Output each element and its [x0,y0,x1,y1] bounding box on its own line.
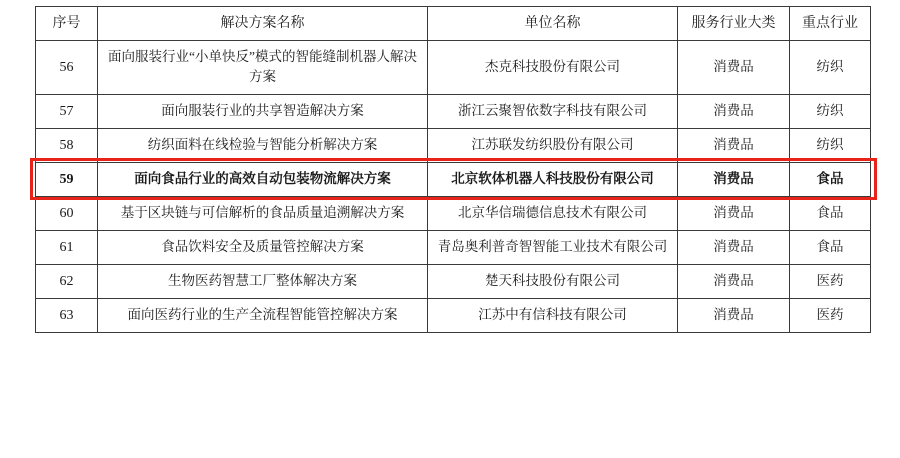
cell-key-industry: 食品 [790,196,871,230]
solutions-table [35,6,871,333]
cell-key-industry: 食品 [790,230,871,264]
cell-key-industry: 医药 [790,298,871,332]
cell-service-industry: 消费品 [678,94,790,128]
cell-seq: 57 [36,94,98,128]
table-row [36,162,871,196]
cell-unit-name: 杰克科技股份有限公司 [428,41,678,95]
cell-unit-name: 北京华信瑞德信息技术有限公司 [428,196,678,230]
cell-solution-name: 面向服装行业“小单快反”模式的智能缝制机器人解决方案 [98,41,428,95]
cell-seq: 62 [36,264,98,298]
column-header-unit-name: 单位名称 [428,7,678,41]
table-body [36,41,871,333]
table-row [36,94,871,128]
column-header-service-industry: 服务行业大类 [678,7,790,41]
cell-key-industry: 医药 [790,264,871,298]
cell-service-industry: 消费品 [678,162,790,196]
cell-solution-name: 基于区块链与可信解析的食品质量追溯解决方案 [98,196,428,230]
cell-solution-name: 面向服装行业的共享智造解决方案 [98,94,428,128]
column-header-solution-name: 解决方案名称 [98,7,428,41]
table-row [36,230,871,264]
column-header-key-industry: 重点行业 [790,7,871,41]
cell-seq: 61 [36,230,98,264]
cell-unit-name: 江苏联发纺织股份有限公司 [428,128,678,162]
cell-unit-name: 楚天科技股份有限公司 [428,264,678,298]
cell-service-industry: 消费品 [678,230,790,264]
cell-unit-name: 北京软体机器人科技股份有限公司 [428,162,678,196]
table-row [36,41,871,95]
cell-seq: 56 [36,41,98,95]
cell-key-industry: 食品 [790,162,871,196]
cell-key-industry: 纺织 [790,41,871,95]
cell-solution-name: 面向医药行业的生产全流程智能管控解决方案 [98,298,428,332]
cell-service-industry: 消费品 [678,128,790,162]
cell-seq: 59 [36,162,98,196]
cell-solution-name: 生物医药智慧工厂整体解决方案 [98,264,428,298]
cell-unit-name: 浙江云聚智依数字科技有限公司 [428,94,678,128]
table-row [36,264,871,298]
cell-unit-name: 江苏中有信科技有限公司 [428,298,678,332]
cell-solution-name: 纺织面料在线检验与智能分析解决方案 [98,128,428,162]
table-header-row [36,7,871,41]
table-row [36,128,871,162]
cell-unit-name: 青岛奥利普奇智智能工业技术有限公司 [428,230,678,264]
cell-key-industry: 纺织 [790,128,871,162]
cell-seq: 58 [36,128,98,162]
cell-service-industry: 消费品 [678,264,790,298]
cell-seq: 63 [36,298,98,332]
column-header-seq: 序号 [36,7,98,41]
cell-solution-name: 食品饮料安全及质量管控解决方案 [98,230,428,264]
cell-seq: 60 [36,196,98,230]
cell-key-industry: 纺织 [790,94,871,128]
table-header [36,7,871,41]
cell-solution-name: 面向食品行业的高效自动包装物流解决方案 [98,162,428,196]
table-row [36,196,871,230]
table-row [36,298,871,332]
cell-service-industry: 消费品 [678,41,790,95]
cell-service-industry: 消费品 [678,196,790,230]
cell-service-industry: 消费品 [678,298,790,332]
